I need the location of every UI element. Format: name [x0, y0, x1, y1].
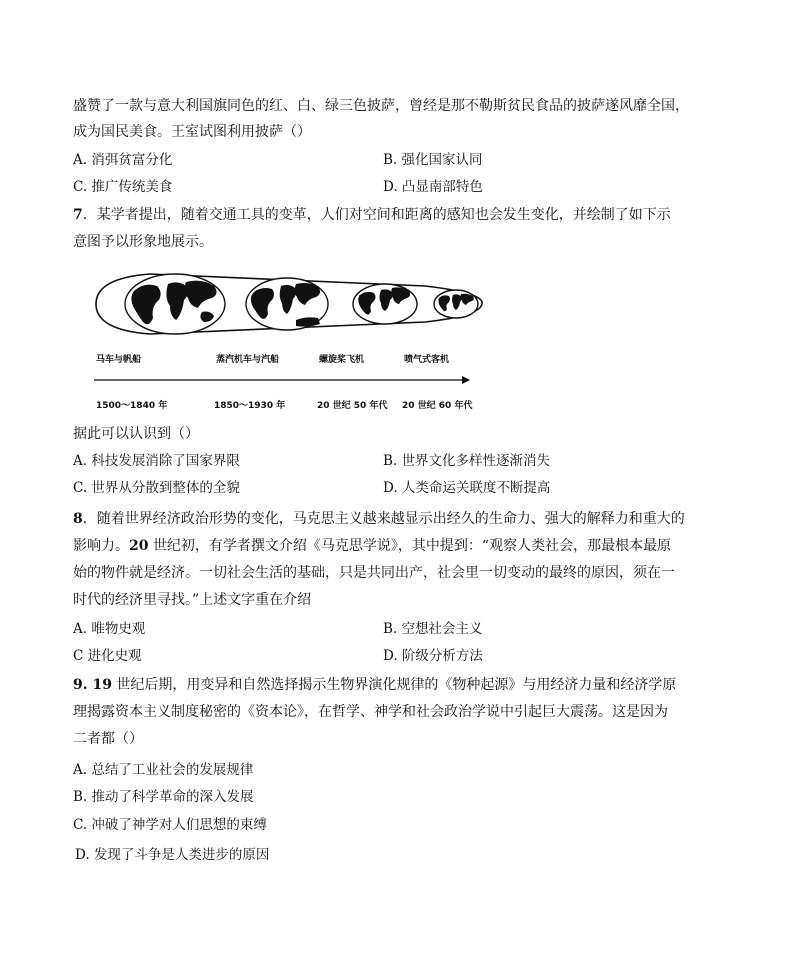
q9-option-d[interactable]: D. 发现了斗争是人类进步的原因	[75, 847, 270, 863]
transport-label-4: 喷气式客机	[404, 355, 450, 365]
q7-number: 7	[73, 207, 83, 223]
q7-option-d[interactable]: D. 人类命运关联度不断提高	[383, 480, 551, 496]
q7-stem-line2: 意图予以形象地展示。	[73, 234, 213, 250]
q8-option-b[interactable]: B. 空想社会主义	[383, 621, 483, 637]
transport-label-2: 蒸汽机车与汽船	[216, 355, 280, 365]
globe-4-icon	[434, 290, 478, 318]
q8-option-a[interactable]: A. 唯物史观	[73, 621, 146, 637]
q9-option-a[interactable]: A. 总结了工业社会的发展规律	[73, 762, 254, 778]
q9-stem-line2: 理揭露资本主义制度秘密的《资本论》，在哲学、神学和社会政治学说中引起巨大震荡。这是因为	[73, 704, 668, 720]
q6-option-d[interactable]: D. 凸显南部特色	[383, 179, 483, 195]
q6-stem-line2: 成为国民美食。王室试图利用披萨（）	[73, 124, 311, 140]
q9-stem-line3: 二者都（）	[73, 731, 143, 747]
q8-stem-line1	[73, 509, 733, 529]
period-label-2: 1850～1930 年	[214, 401, 286, 411]
q9-option-c[interactable]: C. 冲破了神学对人们思想的束缚	[73, 817, 267, 833]
transport-label-3: 螺旋桨飞机	[319, 355, 365, 365]
q8-option-c[interactable]: C 进化史观	[73, 648, 142, 664]
transport-label-1: 马车与帆船	[96, 355, 142, 365]
q9-option-b[interactable]: B. 推动了科学革命的深入发展	[73, 789, 254, 805]
q8-stem-line2-pre: 影响力。	[73, 538, 129, 554]
q8-stem-line2	[73, 536, 733, 556]
period-label-1: 1500～1840 年	[96, 401, 168, 411]
q7-option-b[interactable]: B. 世界文化多样性逐渐消失	[383, 453, 551, 469]
q8-stem-text: ．随着世界经济政治形势的变化，马克思主义越来越显示出经久的生命力、强大的解释力和重大的	[82, 511, 685, 527]
q6-option-c[interactable]: C. 推广传统美食	[73, 179, 173, 195]
q6-stem-line1: 盛赞了一款与意大利国旗同色的红、白、绿三色披萨，曾经是那不勒斯贫民食品的披萨遂风靡全国，	[73, 98, 689, 114]
q7-stem-line1	[73, 205, 733, 225]
period-label-4: 20 世纪 60 年代	[402, 401, 473, 411]
q7-stem-text: ．某学者提出，随着交通工具的变革，人们对空间和距离的感知也会发生变化，并绘制了如下示	[82, 207, 671, 223]
q7-option-c[interactable]: C. 世界从分散到整体的全貌	[73, 480, 240, 496]
q8-stem-line3: 始的物件就是经济。一切社会生活的基础，只是共同出产，社会里一切变动的最终的原因，须在一	[73, 565, 675, 581]
globe-1-icon	[125, 274, 225, 334]
q8-option-d[interactable]: D. 阶级分析方法	[383, 648, 483, 664]
q7-prompt: 据此可以认识到（）	[73, 426, 199, 442]
q6-option-b[interactable]: B. 强化国家认同	[383, 152, 483, 168]
globe-3-icon	[353, 284, 417, 324]
q8-stem-line2-num: 20	[129, 538, 149, 554]
q6-option-a[interactable]: A. 消弭贫富分化	[73, 152, 173, 168]
q9-stem-line1	[73, 675, 733, 695]
shrinking-world-diagram	[90, 268, 490, 418]
globe-2-icon	[246, 278, 328, 330]
q8-number: 8	[73, 511, 83, 527]
arrow-head-icon	[462, 376, 470, 384]
q9-stem-text: 世纪后期，用变异和自然选择揭示生物界演化规律的《物种起源》与用经济力量和经济学原	[111, 677, 677, 693]
q8-stem-line2-post: 世纪初，有学者撰文介绍《马克思学说》，其中提到：“观察人类社会，那最根本最原	[148, 538, 672, 554]
q7-option-a[interactable]: A. 科技发展消除了国家界限	[73, 453, 240, 469]
shrinking-world-figure	[90, 268, 490, 418]
period-label-3: 20 世纪 50 年代	[317, 401, 388, 411]
q8-stem-line4: 时代的经济里寻找。”上述文字重在介绍	[73, 592, 312, 608]
q9-number: 9. 19	[73, 677, 112, 693]
